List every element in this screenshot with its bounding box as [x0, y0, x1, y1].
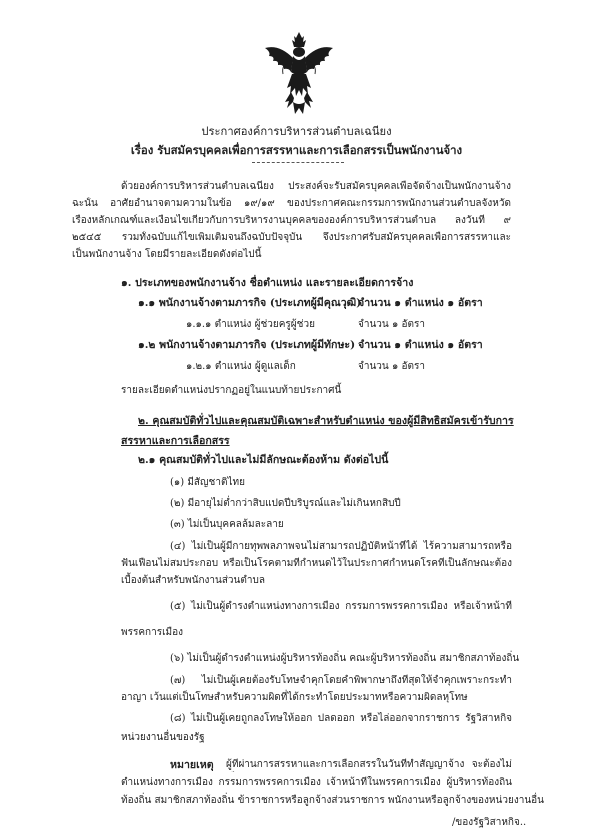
position-1-1-1-quota: จำนวน ๑ อัตรา: [358, 319, 425, 330]
intro-line-2: ฉะนั้น อาศัยอำนาจตามความในข้อ ๑๙/๑๙ ของประกาศคณะกรรมการพนักงานส่วนตำบลจังหวัด: [72, 198, 511, 209]
qualification-4-line-3: เบื้องต้นสำหรับพนักงานส่วนตำบล: [121, 575, 265, 586]
remark-line-2: ตำแหน่งทางการเมือง กรรมการพรรคการเมือง เจ้าหน้าที่ในพรรคการเมือง ผู้บริหารท้องถิ่น: [121, 777, 512, 788]
section-1-note: รายละเอียดตำแหน่งปรากฏอยู่ในแนบท้ายประกาศนี้: [121, 385, 342, 396]
subsection-1-2-quota: จำนวน ๑ ตำแหน่ง ๑ อัตรา: [358, 339, 483, 351]
remark-line-3: ท้องถิ่น สมาชิกสภาท้องถิ่น ข้าราชการหรือลูกจ้างส่วนราชการ พนักงานหรือลูกจ้างของหน่วยงานอื่น: [121, 795, 545, 806]
qualification-4-line-2: ฟั่นเฟือนไม่สมประกอบ หรือเป็นโรคตามที่กำหนดไว้ในประกาศกำหนดโรคที่เป็นลักษณะต้อง: [121, 558, 512, 569]
position-1-2-1: ๑.๒.๑ ตำแหน่ง ผู้ดูแลเด็ก: [186, 361, 296, 372]
qualification-5-line-1: (๕) ไม่เป็นผู้ดำรงตำแหน่งทางการเมือง กรรมการพรรคการเมือง หรือเจ้าหน้าที่: [170, 601, 512, 612]
qualification-5-line-2: พรรคการเมือง: [121, 627, 183, 638]
remark-line-1: ผู้ที่ผ่านการสรรหาและการเลือกสรรในวันที่ทำสัญญาจ้าง จะต้องไม่: [226, 759, 512, 770]
section-2-title-line-1: ๒. คุณสมบัติทั่วไปและคุณสมบัติเฉพาะสำหรับตำแหน่ง ของผู้มีสิทธิสมัครเข้ารับการ: [138, 415, 514, 427]
qualification-7-line-2: อาญา เว้นแต่เป็นโทษสำหรับความผิดที่ได้กระทำโดยประมาทหรือความผิดลหุโทษ: [121, 692, 468, 703]
intro-line-5: เป็นพนักงานจ้าง โดยมีรายละเอียดดังต่อไปนี้: [72, 249, 262, 260]
qualification-6: (๖) ไม่เป็นผู้ดำรงตำแหน่งผู้บริหารท้องถิ่น คณะผู้บริหารท้องถิ่น สมาชิกสภาท้องถิ่น: [170, 653, 520, 664]
position-1-2-1-quota: จำนวน ๑ อัตรา: [358, 361, 425, 372]
org-heading: ประกาศองค์การบริหารส่วนตำบลเฉนียง: [201, 125, 392, 138]
qualification-1: (๑) มีสัญชาติไทย: [170, 477, 245, 488]
position-1-1-1: ๑.๑.๑ ตำแหน่ง ผู้ช่วยครูผู้ช่วย: [186, 319, 315, 330]
intro-line-1: ด้วยองค์การบริหารส่วนตำบลเฉนียง ประสงค์จะรับสมัครบุคคลเพื่อจัดจ้างเป็นพนักงานจ้าง: [121, 181, 511, 192]
intro-line-4: ๒๕๔๕ รวมทั้งฉบับแก้ไขเพิ่มเติมจนถึงฉบับปัจจุบัน จึงประกาศรับสมัครบุคคลเพื่อการสรรหาและ: [72, 232, 511, 243]
subject-heading: เรื่อง รับสมัครบุคคลเพื่อการสรรหาและการเลือกสรรเป็นพนักงานจ้าง: [130, 143, 463, 157]
heading-divider: [252, 162, 344, 163]
qualification-3: (๓) ไม่เป็นบุคคลล้มละลาย: [170, 519, 284, 530]
qualification-8-line-1: (๘) ไม่เป็นผู้เคยถูกลงโทษให้ออก ปลดออก หรือไล่ออกจากราชการ รัฐวิสาหกิจ: [170, 713, 512, 724]
qualification-2: (๒) มีอายุไม่ต่ำกว่าสิบแปดปีบริบูรณ์และไม่เกินหกสิบปี: [170, 498, 401, 509]
qualification-8-line-2: หน่วยงานอื่นของรัฐ: [121, 732, 205, 743]
intro-line-3: เรื่องหลักเกณฑ์และเงื่อนไขเกี่ยวกับการบริหารงานบุคคลขององค์การบริหารส่วนตำบล ลงวันที่ ๙: [72, 215, 511, 226]
subsection-1-1-quota: จำนวน ๑ ตำแหน่ง ๑ อัตรา: [358, 297, 483, 309]
section-1-title: ๑. ประเภทของพนักงานจ้าง ชื่อตำแหน่ง และรายละเอียดการจ้าง: [121, 277, 414, 289]
qualification-4-line-1: (๔) ไม่เป็นผู้มีกายทุพพลภาพจนไม่สามารถปฏิบัติหน้าที่ได้ ไร้ความสามารถหรือ: [170, 541, 512, 552]
page-continuation: /ของรัฐวิสาหกิจ..: [452, 817, 527, 828]
remark-label: หมายเหตุ: [170, 759, 214, 771]
qualification-7-line-1: (๗) ไม่เป็นผู้เคยต้องรับโทษจำคุกโดยคำพิพากษาถึงที่สุดให้จำคุกเพราะกระทำ: [170, 675, 512, 686]
subsection-1-1-title: ๑.๑ พนักงานจ้างตามภารกิจ (ประเภทผู้มีคุณวุฒิ): [138, 297, 362, 309]
section-2-title-line-2: สรรหาและการเลือกสรร: [121, 435, 230, 447]
subsection-2-1-title: ๒.๑ คุณสมบัติทั่วไปและไม่มีลักษณะต้องห้าม ดังต่อไปนี้: [138, 454, 389, 466]
subsection-1-2-title: ๑.๒ พนักงานจ้างตามภารกิจ (ประเภทผู้มีทักษะ): [138, 339, 356, 351]
garuda-emblem-icon: [263, 30, 335, 118]
